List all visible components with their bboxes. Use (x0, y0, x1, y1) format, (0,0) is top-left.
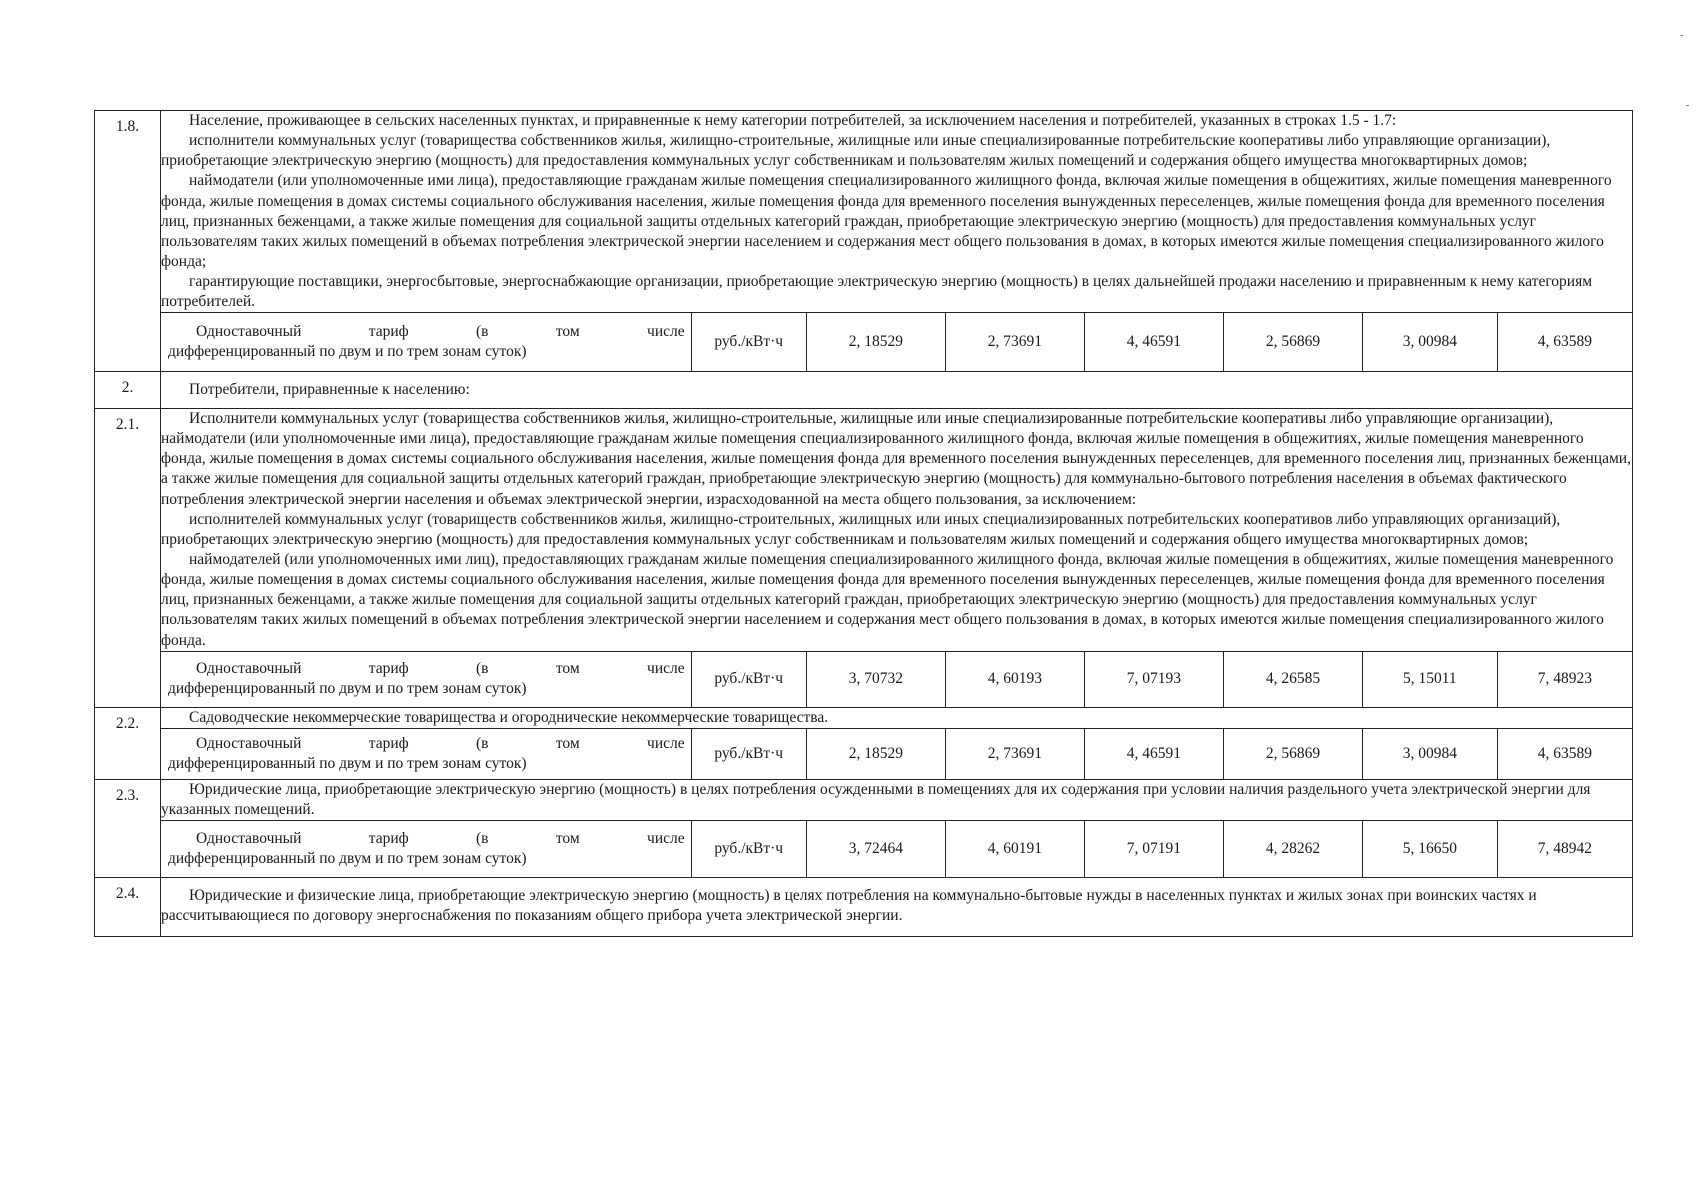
description-paragraph: Садоводческие некоммерческие товарищества и огороднические некоммерческие товарищества. (189, 709, 829, 727)
tariff-value: 7, 07193 (1084, 651, 1223, 707)
tariff-line-row (161, 313, 1632, 371)
tariff-label-word: том (555, 829, 580, 847)
tariff-value: 2, 18529 (806, 729, 945, 779)
tariff-label (161, 313, 691, 371)
tariff-label-line1 (168, 659, 685, 679)
tariff-label-line2: дифференцированный по двум и по трем зонам суток) (168, 680, 527, 698)
tariff-value: 7, 48942 (1497, 821, 1632, 877)
tariff-table-body (95, 111, 1633, 937)
tariff-label-word: Одноставочный (196, 323, 302, 341)
tariff-value: 4, 46591 (1084, 313, 1223, 371)
row-body (161, 779, 1633, 877)
row-body (161, 111, 1633, 372)
tariff-unit: руб./кВт·ч (691, 821, 806, 877)
tariff-label-word: (в (476, 734, 489, 752)
tariff-value: 2, 73691 (945, 313, 1084, 371)
tariff-label-line2: дифференцированный по двум и по трем зонам суток) (168, 849, 527, 867)
tariff-label-word: числе (647, 734, 685, 752)
description-paragraph: гарантирующие поставщики, энергосбытовые, энергоснабжающие организации, приобретающие электрическую энергию (мощность) в целях дальнейшей продажи населению и приравненным к нему категориям потребителей. (161, 273, 1593, 311)
tariff-label-line2: дифференцированный по двум и по трем зонам суток) (168, 755, 527, 773)
tariff-label (161, 821, 691, 877)
tariff-label (161, 651, 691, 707)
row-number: 2.4. (95, 877, 161, 936)
tariff-label-word: Одноставочный (196, 734, 302, 752)
row-description (161, 878, 1632, 936)
tariff-label-word: тариф (368, 829, 409, 847)
tariff-value: 5, 15011 (1363, 651, 1498, 707)
description-paragraph: исполнителей коммунальных услуг (товариществ собственников жилья, жилищно-строительных, жилищных или иных специализированных потребительских кооперативов либо управляющих организаций), приобретающих электрическую энергию (мощность) для предоставления коммунальных услуг собственникам и пользователям жилых помещений и содержания общего имущества многоквартирных домов; (161, 510, 1561, 548)
tariff-label-word: Одноставочный (196, 660, 302, 678)
row-number: 2.2. (95, 708, 161, 780)
tariff-label-line2: дифференцированный по двум и по трем зонам суток) (168, 343, 527, 361)
tariff-label-word: (в (476, 829, 489, 847)
table-row (95, 779, 1633, 877)
row-description (161, 708, 1632, 728)
row-number: 2. (95, 371, 161, 408)
table-row (95, 111, 1633, 372)
tariff-label-word: том (555, 660, 580, 678)
tariff-label-word: (в (476, 660, 489, 678)
scan-mark-top-right: - (1680, 30, 1684, 41)
tariff-line-row (161, 821, 1632, 877)
tariff-value: 4, 60193 (945, 651, 1084, 707)
description-paragraph: Исполнители коммунальных услуг (товарищества собственников жилья, жилищно-строительные, жилищные или иные специализированные потребительские кооперативы либо управляющие организации), наймодатели (или уполномоченные ими лица), предоставляющие гражданам жилые помещения специализированного жилищного фонда, включая жилые помещения в общежитиях, жилые помещения маневренного фонда, жилые помещения в домах системы социального обслуживания населения, жилые помещения фонда для временного поселения вынужденных переселенцев, для временного поселения лиц, признанных беженцами, а также жилые помещения для социальной защиты отдельных категорий граждан, приобретающие электрическую энергию (мощность) для коммунально-бытового потребления населения в объемах фактического потребления электрической энергии населения и объемах электрической энергии, израсходованной на места общего пользования, за исключением: (161, 410, 1631, 508)
description-paragraph: Потребители, приравненные к населению: (189, 380, 470, 398)
tariff-label-line1 (168, 734, 685, 754)
row-description (161, 409, 1632, 651)
row-number: 2.3. (95, 779, 161, 877)
tariff-line (161, 728, 1632, 779)
tariff-value: 2, 73691 (945, 729, 1084, 779)
row-description (161, 372, 1632, 408)
description-paragraph: исполнители коммунальных услуг (товарищества собственников жилья, жилищно-строительные, жилищные или иные специализированные потребительские кооперативы либо управляющие организации), приобретающие электрическую энергию (мощность) для предоставления коммунальных услуг собственникам и пользователям жилых помещений и содержания общего имущества многоквартирных домов; (161, 132, 1551, 170)
tariff-label-word: числе (647, 829, 685, 847)
tariff-table (94, 110, 1633, 937)
tariff-value: 7, 07191 (1084, 821, 1223, 877)
tariff-label-word: (в (476, 323, 489, 341)
table-row (95, 409, 1633, 708)
tariff-label-word: числе (647, 660, 685, 678)
tariff-unit: руб./кВт·ч (691, 313, 806, 371)
tariff-label-word: Одноставочный (196, 829, 302, 847)
scan-mark-right: - (1686, 100, 1690, 111)
tariff-value: 4, 26585 (1223, 651, 1362, 707)
tariff-line-row (161, 651, 1632, 707)
tariff-label-word: числе (647, 323, 685, 341)
tariff-label-word: тариф (368, 734, 409, 752)
description-paragraph: наймодателей (или уполномоченных ими лиц), предоставляющих гражданам жилые помещения специализированного жилищного фонда, включая жилые помещения в общежитиях, жилые помещения маневренного фонда, жилые помещения в домах системы социального обслуживания населения, жилые помещения фонда для временного поселения вынужденных переселенцев, жилые помещения фонда для временного поселения лиц, признанных беженцами, а также жилые помещения для социальной защиты отдельных категорий граждан, приобретающих электрическую энергию (мощность) для предоставления коммунальных услуг пользователям таких жилых помещений в объемах потребления электрической энергии населением и содержания мест общего пользования в домах, в которых имеются жилые помещения специализированного жилого фонда. (161, 551, 1614, 649)
tariff-label (161, 729, 691, 779)
description-paragraph: Население, проживающее в сельских населенных пунктах, и приравненные к нему категории потребителей, за исключением населения и потребителей, указанных в строках 1.5 - 1.7: (189, 112, 1397, 129)
tariff-value: 5, 16650 (1363, 821, 1498, 877)
tariff-unit: руб./кВт·ч (691, 729, 806, 779)
tariff-value: 4, 28262 (1223, 821, 1362, 877)
tariff-value: 7, 48923 (1497, 651, 1632, 707)
tariff-line (161, 312, 1632, 371)
tariff-value: 2, 56869 (1223, 729, 1362, 779)
tariff-label-line1 (168, 322, 685, 342)
tariff-label-word: том (555, 734, 580, 752)
tariff-value: 3, 70732 (806, 651, 945, 707)
tariff-value: 3, 00984 (1363, 729, 1498, 779)
tariff-label-word: тариф (368, 323, 409, 341)
tariff-label-line1 (168, 829, 685, 849)
table-row (95, 877, 1633, 936)
row-body (161, 708, 1633, 780)
tariff-label-word: том (555, 323, 580, 341)
row-body (161, 877, 1633, 936)
tariff-line (161, 820, 1632, 877)
tariff-value: 4, 46591 (1084, 729, 1223, 779)
description-paragraph: наймодатели (или уполномоченные ими лица), предоставляющие гражданам жилые помещения специализированного жилищного фонда, включая жилые помещения в общежитиях, жилые помещения маневренного фонда, жилые помещения в домах системы социального обслуживания населения, жилые помещения фонда для временного поселения вынужденных переселенцев, жилые помещения фонда для временного поселения лиц, признанных беженцами, а также жилые помещения для социальной защиты отдельных категорий граждан, приобретающие электрическую энергию (мощность) для предоставления коммунальных услуг пользователям таких жилых помещений в объемах потребления электрической энергии населением и содержания мест общего пользования в домах, в которых имеются жилые помещения специализированного жилого фонда; (161, 172, 1612, 270)
tariff-value: 3, 72464 (806, 821, 945, 877)
description-paragraph: Юридические и физические лица, приобретающие электрическую энергию (мощность) в целях потребления на коммунально-бытовые нужды в населенных пунктах и жилых зонах при воинских частях и рассчитывающиеся по договору энергоснабжения по показаниям общего прибора учета электрической энергии. (161, 886, 1537, 924)
tariff-value: 4, 63589 (1497, 729, 1632, 779)
row-description (161, 111, 1632, 312)
table-row (95, 371, 1633, 408)
row-number: 1.8. (95, 111, 161, 372)
tariff-line (161, 651, 1632, 708)
tariff-line-row (161, 729, 1632, 779)
tariff-value: 2, 56869 (1223, 313, 1362, 371)
tariff-value: 3, 00984 (1363, 313, 1498, 371)
tariff-value: 4, 63589 (1497, 313, 1632, 371)
tariff-value: 2, 18529 (806, 313, 945, 371)
tariff-value: 4, 60191 (945, 821, 1084, 877)
row-number: 2.1. (95, 409, 161, 708)
description-paragraph: Юридические лица, приобретающие электрическую энергию (мощность) в целях потребления осужденными в помещениях для их содержания при условии наличия раздельного учета электрической энергии для указанных помещений. (161, 780, 1591, 819)
tariff-unit: руб./кВт·ч (691, 651, 806, 707)
table-row (95, 708, 1633, 780)
row-body (161, 409, 1633, 708)
row-body (161, 371, 1633, 408)
tariff-label-word: тариф (368, 660, 409, 678)
row-description (161, 780, 1632, 820)
